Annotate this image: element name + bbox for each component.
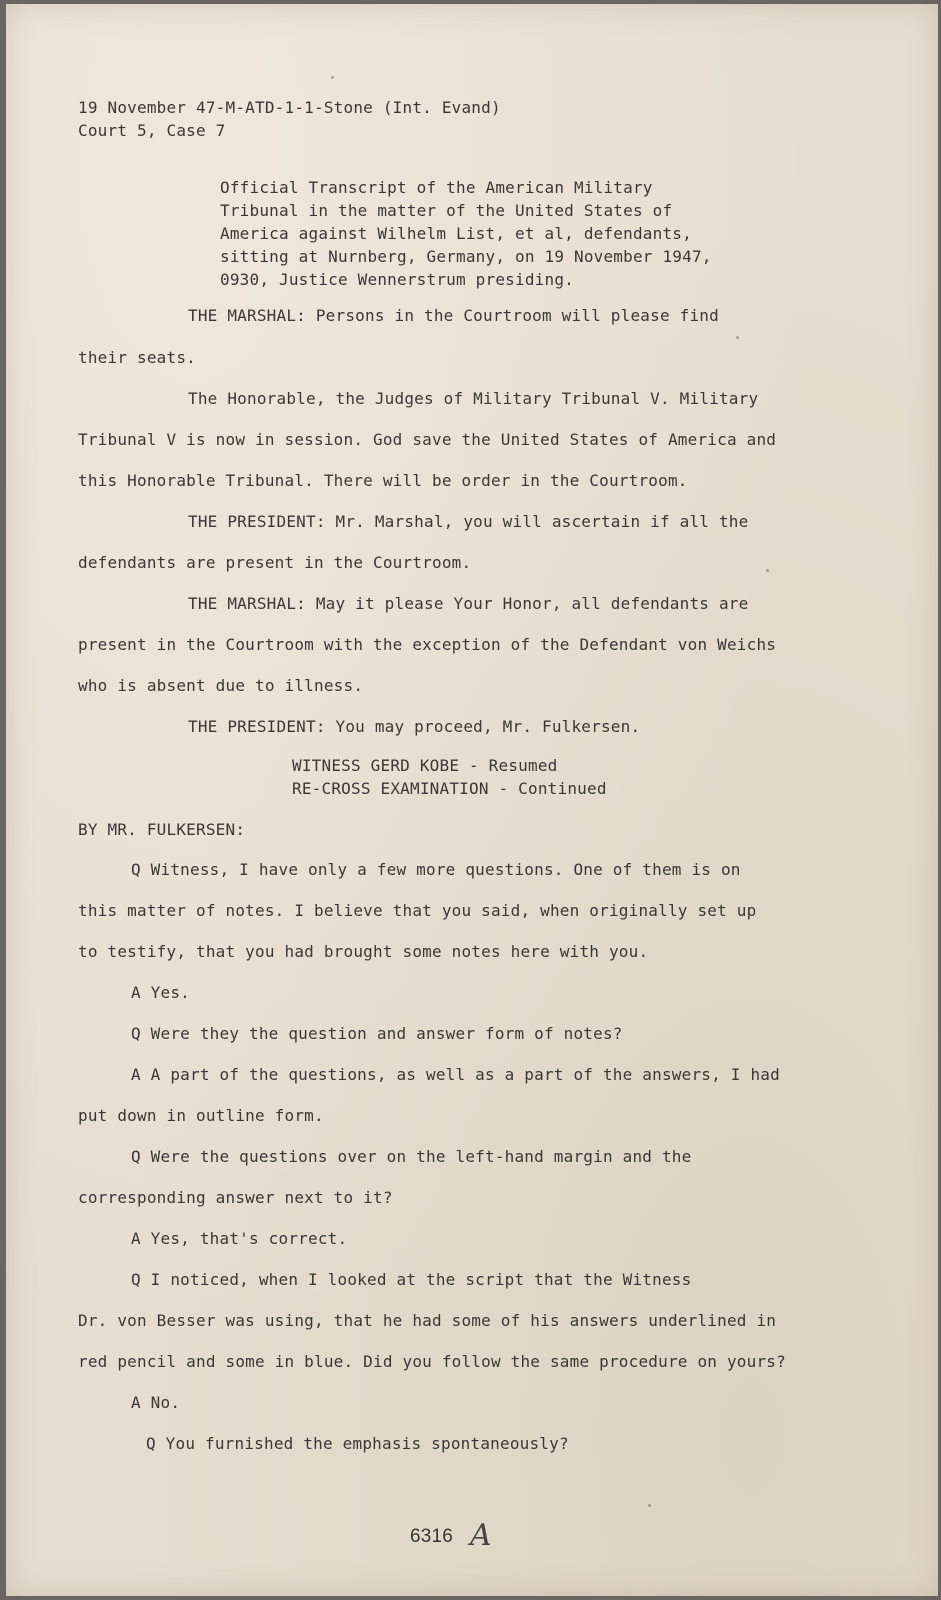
header-line-1: 19 November 47-M-ATD-1-1-Stone (Int. Evand) xyxy=(78,98,501,117)
transcript-line: corresponding answer next to it? xyxy=(78,1188,393,1207)
caption-line: Official Transcript of the American Military xyxy=(220,178,653,197)
caption-line: sitting at Nurnberg, Germany, on 19 November 1947, xyxy=(220,247,712,266)
question-line: Q Witness, I have only a few more questions. One of them is on xyxy=(131,860,741,879)
header-line-2: Court 5, Case 7 xyxy=(78,121,226,140)
answer-line: A No. xyxy=(131,1393,181,1412)
handwritten-mark: A xyxy=(470,1518,492,1553)
transcript-line: defendants are present in the Courtroom. xyxy=(78,553,472,572)
transcript-line: red pencil and some in blue. Did you follow the same procedure on yours? xyxy=(78,1352,786,1371)
paper-speck xyxy=(648,1504,651,1507)
transcript-line: put down in outline form. xyxy=(78,1106,324,1125)
transcript-line: who is absent due to illness. xyxy=(78,676,364,695)
witness-heading: WITNESS GERD KOBE - Resumed xyxy=(292,756,558,775)
transcript-line: THE MARSHAL: May it please Your Honor, all defendants are xyxy=(188,594,749,613)
page-number: 6316 xyxy=(410,1526,454,1547)
document-page xyxy=(6,4,938,1596)
answer-line: A Yes. xyxy=(131,983,190,1002)
transcript-line: THE MARSHAL: Persons in the Courtroom will please find xyxy=(188,306,719,325)
question-line: Q I noticed, when I looked at the script that the Witness xyxy=(131,1270,692,1289)
paper-speck xyxy=(736,336,739,339)
transcript-line: The Honorable, the Judges of Military Tribunal V. Military xyxy=(188,389,759,408)
transcript-line: Tribunal V is now in session. God save the United States of America and xyxy=(78,430,777,449)
answer-line: A Yes, that's correct. xyxy=(131,1229,348,1248)
transcript-line: this matter of notes. I believe that you said, when originally set up xyxy=(78,901,757,920)
answer-line: A A part of the questions, as well as a part of the answers, I had xyxy=(131,1065,780,1084)
transcript-line: this Honorable Tribunal. There will be order in the Courtroom. xyxy=(78,471,688,490)
transcript-line: THE PRESIDENT: Mr. Marshal, you will ascertain if all the xyxy=(188,512,749,531)
examination-heading: RE-CROSS EXAMINATION - Continued xyxy=(292,779,607,798)
question-line: Q Were they the question and answer form of notes? xyxy=(131,1024,623,1043)
question-line: Q You furnished the emphasis spontaneously? xyxy=(146,1434,569,1453)
transcript-line: THE PRESIDENT: You may proceed, Mr. Fulkersen. xyxy=(188,717,641,736)
transcript-line: to testify, that you had brought some notes here with you. xyxy=(78,942,649,961)
transcript-line: present in the Courtroom with the exception of the Defendant von Weichs xyxy=(78,635,777,654)
transcript-line: Dr. von Besser was using, that he had some of his answers underlined in xyxy=(78,1311,777,1330)
paper-speck xyxy=(766,569,769,572)
caption-line: Tribunal in the matter of the United States of xyxy=(220,201,673,220)
transcript-line: their seats. xyxy=(78,348,196,367)
examiner-heading: BY MR. FULKERSEN: xyxy=(78,820,246,839)
question-line: Q Were the questions over on the left-hand margin and the xyxy=(131,1147,692,1166)
caption-line: 0930, Justice Wennerstrum presiding. xyxy=(220,270,574,289)
caption-line: America against Wilhelm List, et al, defendants, xyxy=(220,224,692,243)
paper-speck xyxy=(331,76,334,79)
